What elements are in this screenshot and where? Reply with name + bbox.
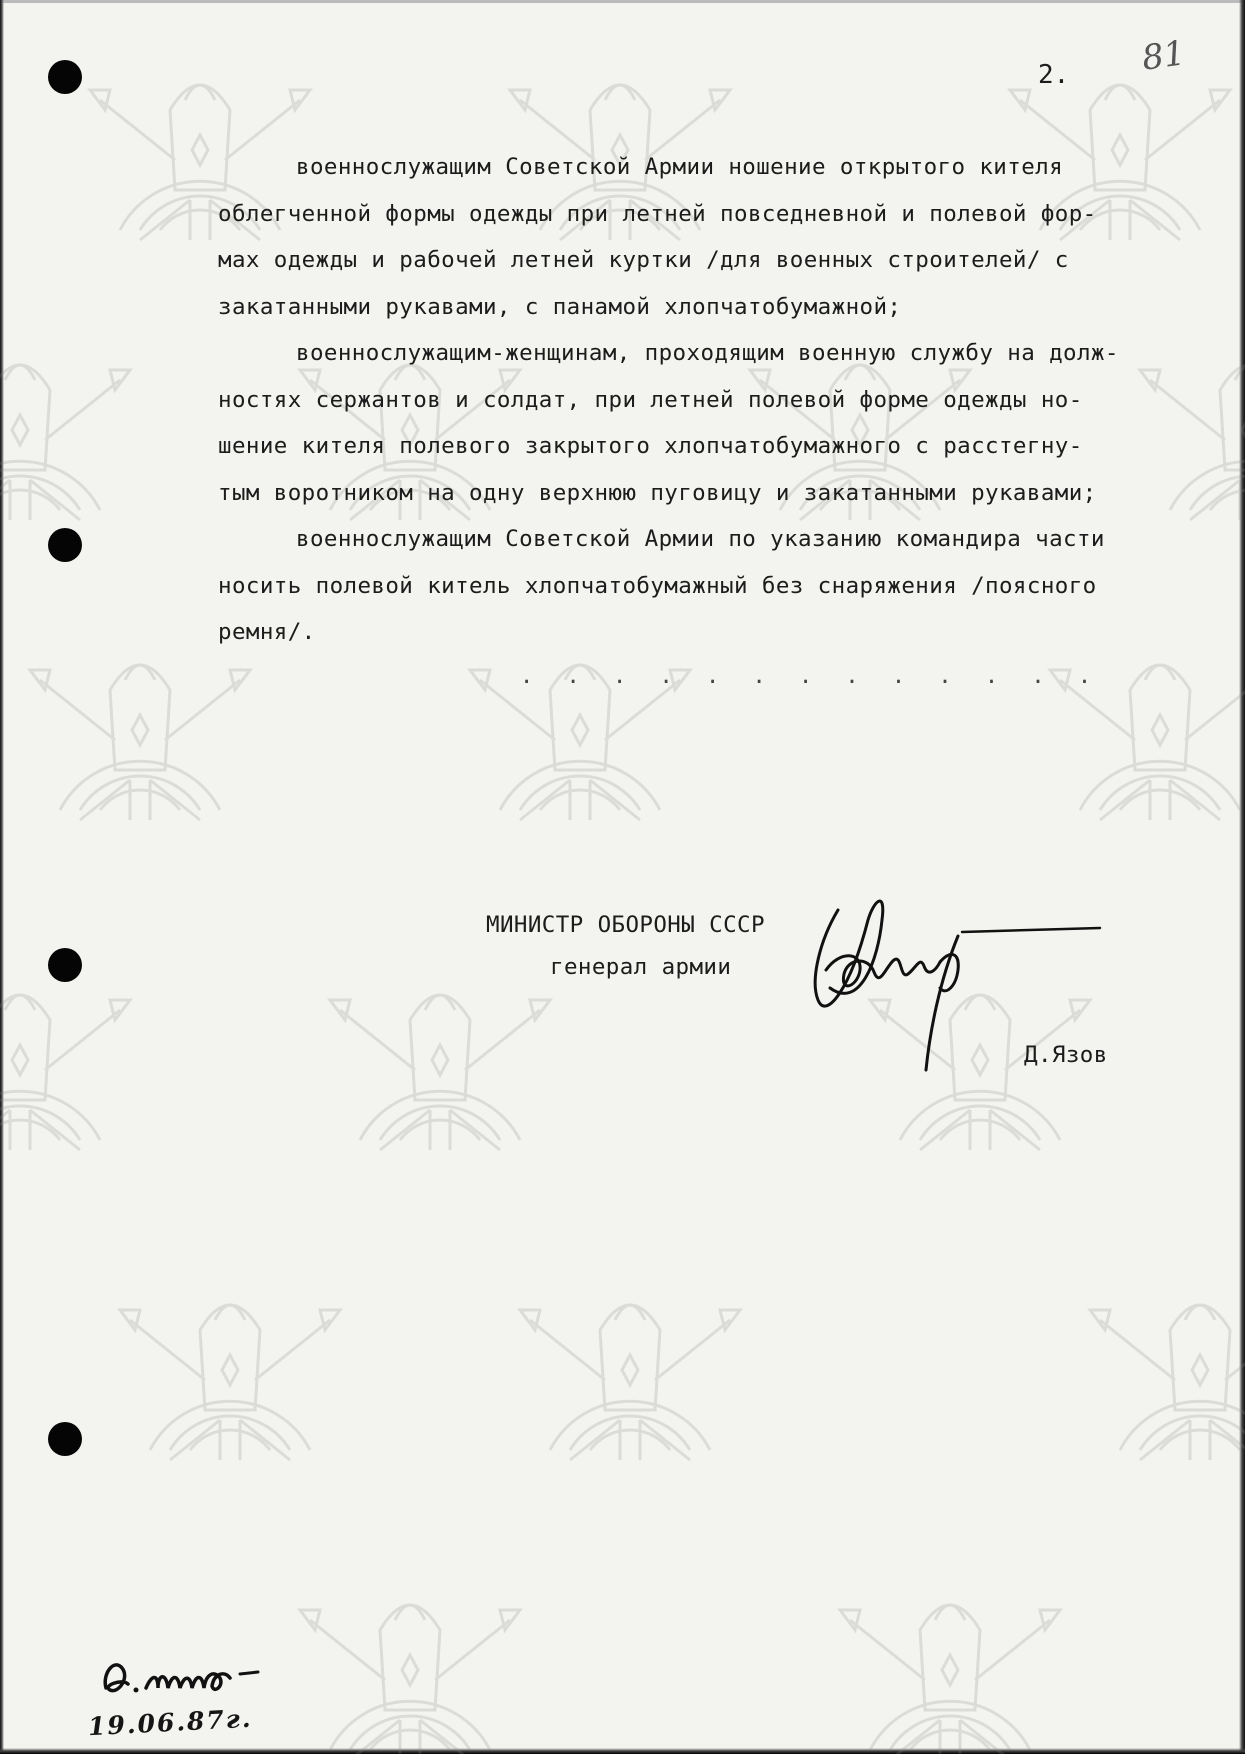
handwritten-initials bbox=[92, 1644, 282, 1714]
watermark-emblem bbox=[830, 1560, 1070, 1754]
punch-hole bbox=[48, 948, 82, 982]
signatory-name: Д.Язов bbox=[1024, 1042, 1108, 1068]
body-line: облегченной формы одежды при летней повседневной и полевой фор- bbox=[218, 200, 1097, 227]
punch-hole bbox=[48, 1422, 82, 1456]
body-line: ностях сержантов и солдат, при летней полевой форме одежды но- bbox=[218, 386, 1083, 413]
body-line: шение кителя полевого закрытого хлопчатобумажного с расстегну- bbox=[218, 433, 1083, 459]
watermark-emblem bbox=[1080, 1260, 1245, 1490]
body-line: военнослужащим-женщинам, проходящим военную службу на долж- bbox=[296, 340, 1119, 366]
watermark-emblem bbox=[320, 950, 560, 1180]
watermark-emblem bbox=[0, 320, 140, 550]
body-line: военнослужащим Советской Армии по указанию командира части bbox=[296, 526, 1105, 552]
body-line: мах одежды и рабочей летней куртки /для военных строителей/ с bbox=[218, 247, 1069, 273]
watermark-emblem bbox=[110, 1260, 350, 1490]
watermark-emblem bbox=[290, 1560, 530, 1754]
body-line: ремня/. bbox=[218, 619, 316, 645]
watermark-emblem bbox=[0, 950, 140, 1180]
body-line: носить полевой китель хлопчатобумажный без снаряжения /поясного bbox=[218, 572, 1097, 599]
page-top-edge bbox=[0, 0, 1245, 3]
punch-hole bbox=[48, 528, 82, 562]
page-number: 2. bbox=[1038, 60, 1070, 90]
body-line: военнослужащим Советской Армии ношение открытого кителя bbox=[296, 154, 1064, 180]
body-text bbox=[218, 144, 1218, 656]
punch-hole bbox=[48, 60, 82, 94]
signatory-position: МИНИСТР ОБОРОНЫ СССР bbox=[486, 912, 765, 938]
page-left-edge bbox=[0, 0, 4, 1754]
signatory-rank: генерал армии bbox=[550, 954, 732, 980]
dots-separator: . . . . . . . . . . . . . bbox=[520, 664, 1102, 689]
body-line: тым воротником на одну верхнюю пуговицу и закатанными рукавами; bbox=[218, 479, 1097, 506]
handwritten-date: 19.06.87г. bbox=[87, 1703, 254, 1742]
handwritten-signature bbox=[790, 870, 1110, 1090]
watermark-emblem bbox=[510, 1260, 750, 1490]
body-line: закатанными рукавами, с панамой хлопчатобумажной; bbox=[218, 293, 902, 320]
archive-sheet-number: 81 bbox=[1139, 33, 1188, 79]
